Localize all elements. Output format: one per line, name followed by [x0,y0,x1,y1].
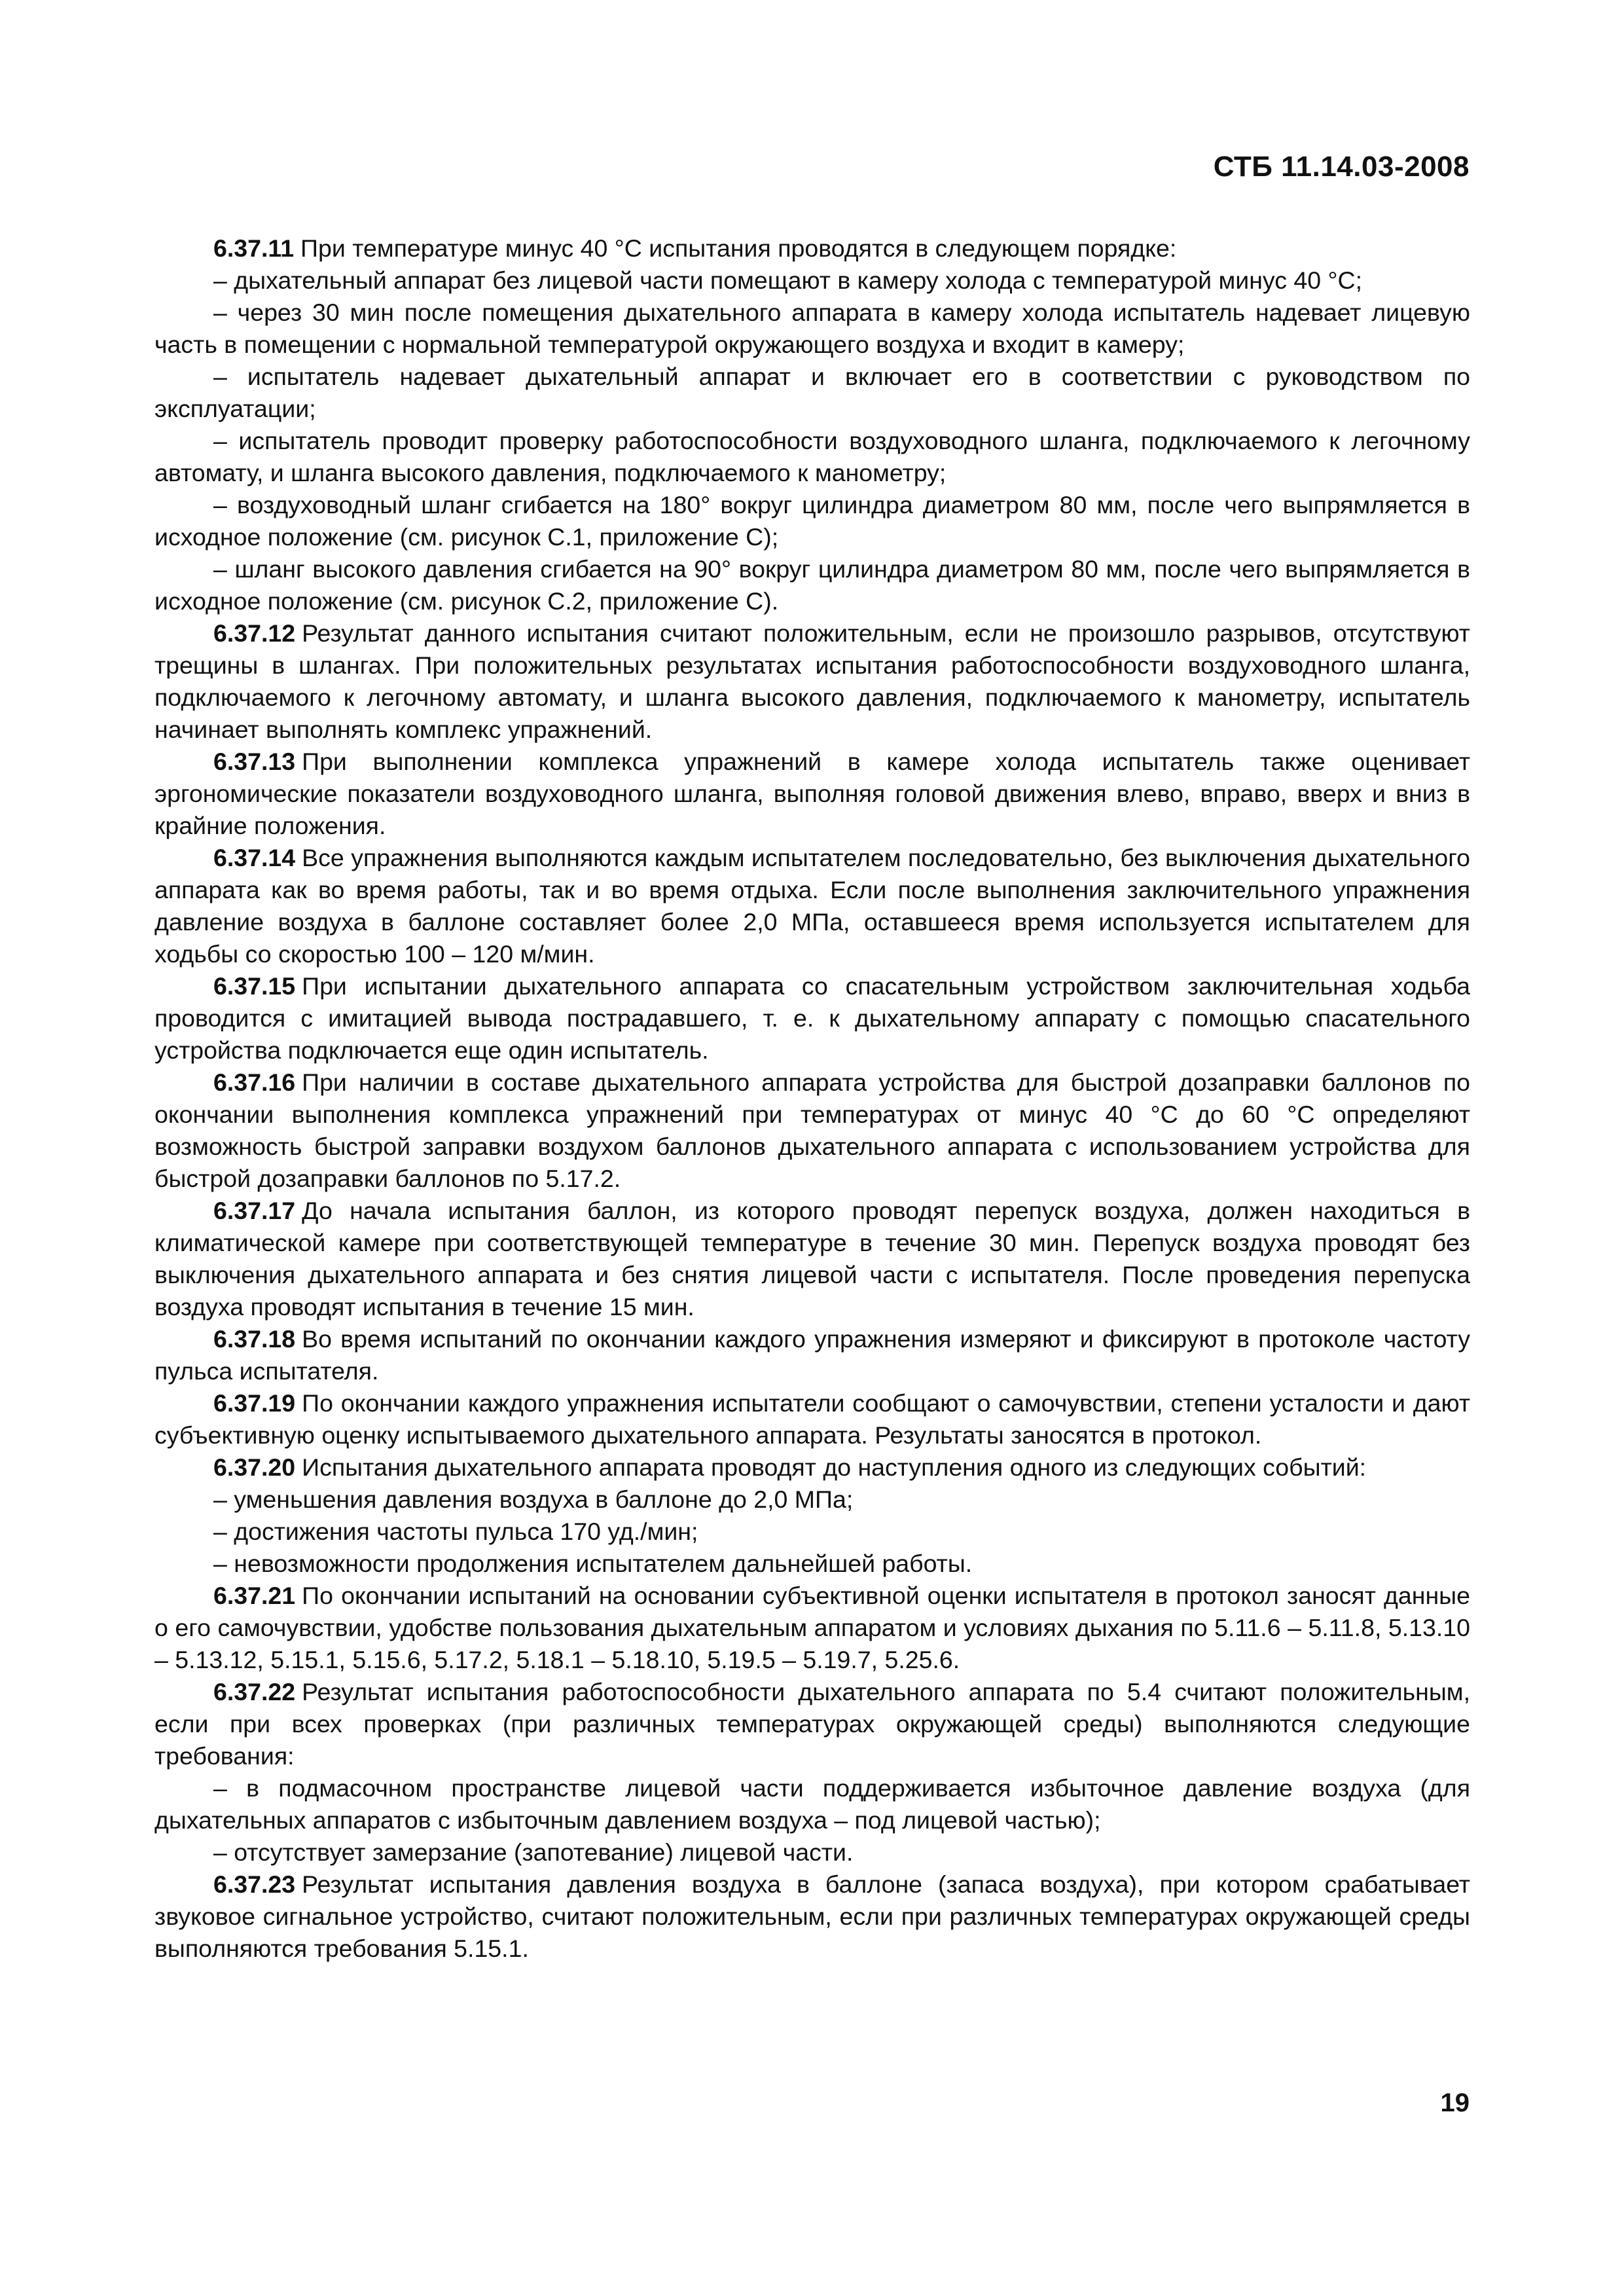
clause-paragraph [154,1387,1470,1451]
clause-paragraph [154,1323,1470,1387]
list-item [154,1836,1470,1868]
paragraph-text: До начала испытания баллон, из которого проводят перепуск воздуха, должен находиться в климатической камере при соответствующей температуре в течение 30 мин. Перепуск воздуха проводят без выключения дыхательного аппарата и без снятия лицевой части с испытателя. После проведения перепуска воздуха проводят испытания в течение 15 мин. [154,1197,1470,1321]
clause-number: 6.37.16 [213,1068,296,1096]
clause-number: 6.37.21 [213,1582,296,1609]
paragraph-text: – в подмасочном пространстве лицевой части поддерживается избыточное давление воздуха (для дыхательных аппаратов с избыточным давлением воздуха – под лицевой частью); [154,1774,1470,1834]
clause-number: 6.37.20 [213,1453,296,1481]
paragraph-text: Результат испытания работоспособности дыхательного аппарата по 5.4 считают положительным, если при всех проверках (при различных температурах окружающей среды) выполняются следующие требования: [154,1678,1470,1770]
list-item [154,297,1470,361]
clause-paragraph [154,1580,1470,1676]
paragraph-text: – достижения частоты пульса 170 уд./мин; [213,1518,698,1545]
list-item [154,361,1470,425]
clause-paragraph [154,1195,1470,1323]
list-item [154,1548,1470,1580]
paragraph-text: Во время испытаний по окончании каждого упражнения измеряют и фиксируют в протоколе частоту пульса испытателя. [154,1325,1470,1385]
paragraph-text: – уменьшения давления воздуха в баллоне до 2,0 МПа; [213,1485,854,1513]
paragraph-text: – испытатель надевает дыхательный аппарат и включает его в соответствии с руководством по эксплуатации; [154,363,1470,422]
paragraph-text: При выполнении комплекса упражнений в камере холода испытатель также оценивает эргономические показатели воздуховодного шланга, выполняя головой движения влево, вправо, вверх и вниз в крайние положения. [154,748,1470,839]
paragraph-text: – через 30 мин после помещения дыхательного аппарата в камеру холода испытатель надевает лицевую часть в помещении с нормальной температурой окружающего воздуха и входит в камеру; [154,299,1470,358]
clause-paragraph [154,746,1470,842]
clause-paragraph [154,617,1470,746]
list-item [154,489,1470,553]
paragraph-text: По окончании каждого упражнения испытатели сообщают о самочувствии, степени усталости и дают субъективную оценку испытываемого дыхательного аппарата. Результаты заносятся в протокол. [154,1389,1470,1449]
clause-paragraph [154,1868,1470,1965]
paragraph-text: – воздуховодный шланг сгибается на 180° вокруг цилиндра диаметром 80 мм, после чего выпрямляется в исходное положение (см. рисунок С.1, приложение С); [154,491,1470,551]
paragraph-text: Испытания дыхательного аппарата проводят до наступления одного из следующих событий: [302,1453,1367,1481]
paragraph-text: При температуре минус 40 °С испытания проводятся в следующем порядке: [300,234,1177,262]
paragraph-text: По окончании испытаний на основании субъективной оценки испытателя в протокол заносят данные о его самочувствии, удобстве пользования дыхательным аппаратом и условиях дыхания по 5.11.6 – 5.11.8, 5.13.10 – 5.13.12, 5.15.1, 5.15.6, 5.17.2, 5.18.1 – 5.18.10, 5.19.5 – 5.19.7, 5.25.6. [154,1582,1470,1673]
paragraph-text: – невозможности продолжения испытателем дальнейшей работы. [213,1550,973,1577]
list-item [154,1516,1470,1548]
paragraph-text: – испытатель проводит проверку работоспособности воздуховодного шланга, подключаемого к легочному автомату, и шланга высокого давления, подключаемого к манометру; [154,427,1470,486]
paragraph-text: – дыхательный аппарат без лицевой части помещают в камеру холода с температурой минус 40 °С; [213,266,1363,294]
paragraph-text: – шланг высокого давления сгибается на 90° вокруг цилиндра диаметром 80 мм, после чего выпрямляется в исходное положение (см. рисунок С.2, приложение С). [154,555,1470,615]
clause-number: 6.37.19 [213,1389,296,1417]
paragraph-text: При наличии в составе дыхательного аппарата устройства для быстрой дозаправки баллонов по окончании выполнения комплекса упражнений при температурах от минус 40 °С до 60 °С определяют возможность быстрой заправки воздухом баллонов дыхательного аппарата с использованием устройства для быстрой дозаправки баллонов по 5.17.2. [154,1068,1470,1192]
list-item [154,1484,1470,1516]
clause-number: 6.37.12 [213,619,296,647]
list-item [154,425,1470,489]
clause-paragraph [154,1066,1470,1195]
clause-paragraph [154,232,1470,264]
clause-number: 6.37.17 [213,1197,296,1224]
clause-number: 6.37.18 [213,1325,296,1353]
clause-number: 6.37.11 [213,234,295,262]
list-item [154,553,1470,617]
clause-number: 6.37.13 [213,748,296,775]
clause-paragraph [154,842,1470,970]
clause-number: 6.37.22 [213,1678,296,1705]
paragraph-text: – отсутствует замерзание (запотевание) лицевой части. [213,1838,854,1866]
document-code-header: СТБ 11.14.03-2008 [1213,151,1470,183]
clause-paragraph [154,970,1470,1066]
clause-number: 6.37.23 [213,1870,296,1898]
paragraph-text: Все упражнения выполняются каждым испытателем последовательно, без выключения дыхательного аппарата как во время работы, так и во время отдыха. Если после выполнения заключительного упражнения давление воздуха в баллоне составляет более 2,0 МПа, оставшееся время используется испытателем для ходьбы со скоростью 100 – 120 м/мин. [154,844,1470,968]
paragraph-text: Результат испытания давления воздуха в баллоне (запаса воздуха), при котором срабатывает звуковое сигнальное устройство, считают положительным, если при различных температурах окружающей среды выполняются требования 5.15.1. [154,1870,1470,1962]
list-item [154,1772,1470,1836]
clause-paragraph [154,1451,1470,1484]
clause-number: 6.37.15 [213,972,296,1000]
document-body [154,232,1470,1965]
paragraph-text: При испытании дыхательного аппарата со спасательным устройством заключительная ходьба проводится с имитацией вывода пострадавшего, т. е. к дыхательному аппарату с помощью спасательного устройства подключается еще один испытатель. [154,972,1470,1064]
clause-paragraph [154,1676,1470,1772]
clause-number: 6.37.14 [213,844,296,871]
paragraph-text: Результат данного испытания считают положительным, если не произошло разрывов, отсутствуют трещины в шлангах. При положительных результатах испытания работоспособности воздуховодного шланга, подключаемого к легочному автомату, и шланга высокого давления, подключаемого к манометру, испытатель начинает выполнять комплекс упражнений. [154,619,1470,743]
page-number: 19 [1440,2088,1470,2117]
list-item [154,264,1470,297]
